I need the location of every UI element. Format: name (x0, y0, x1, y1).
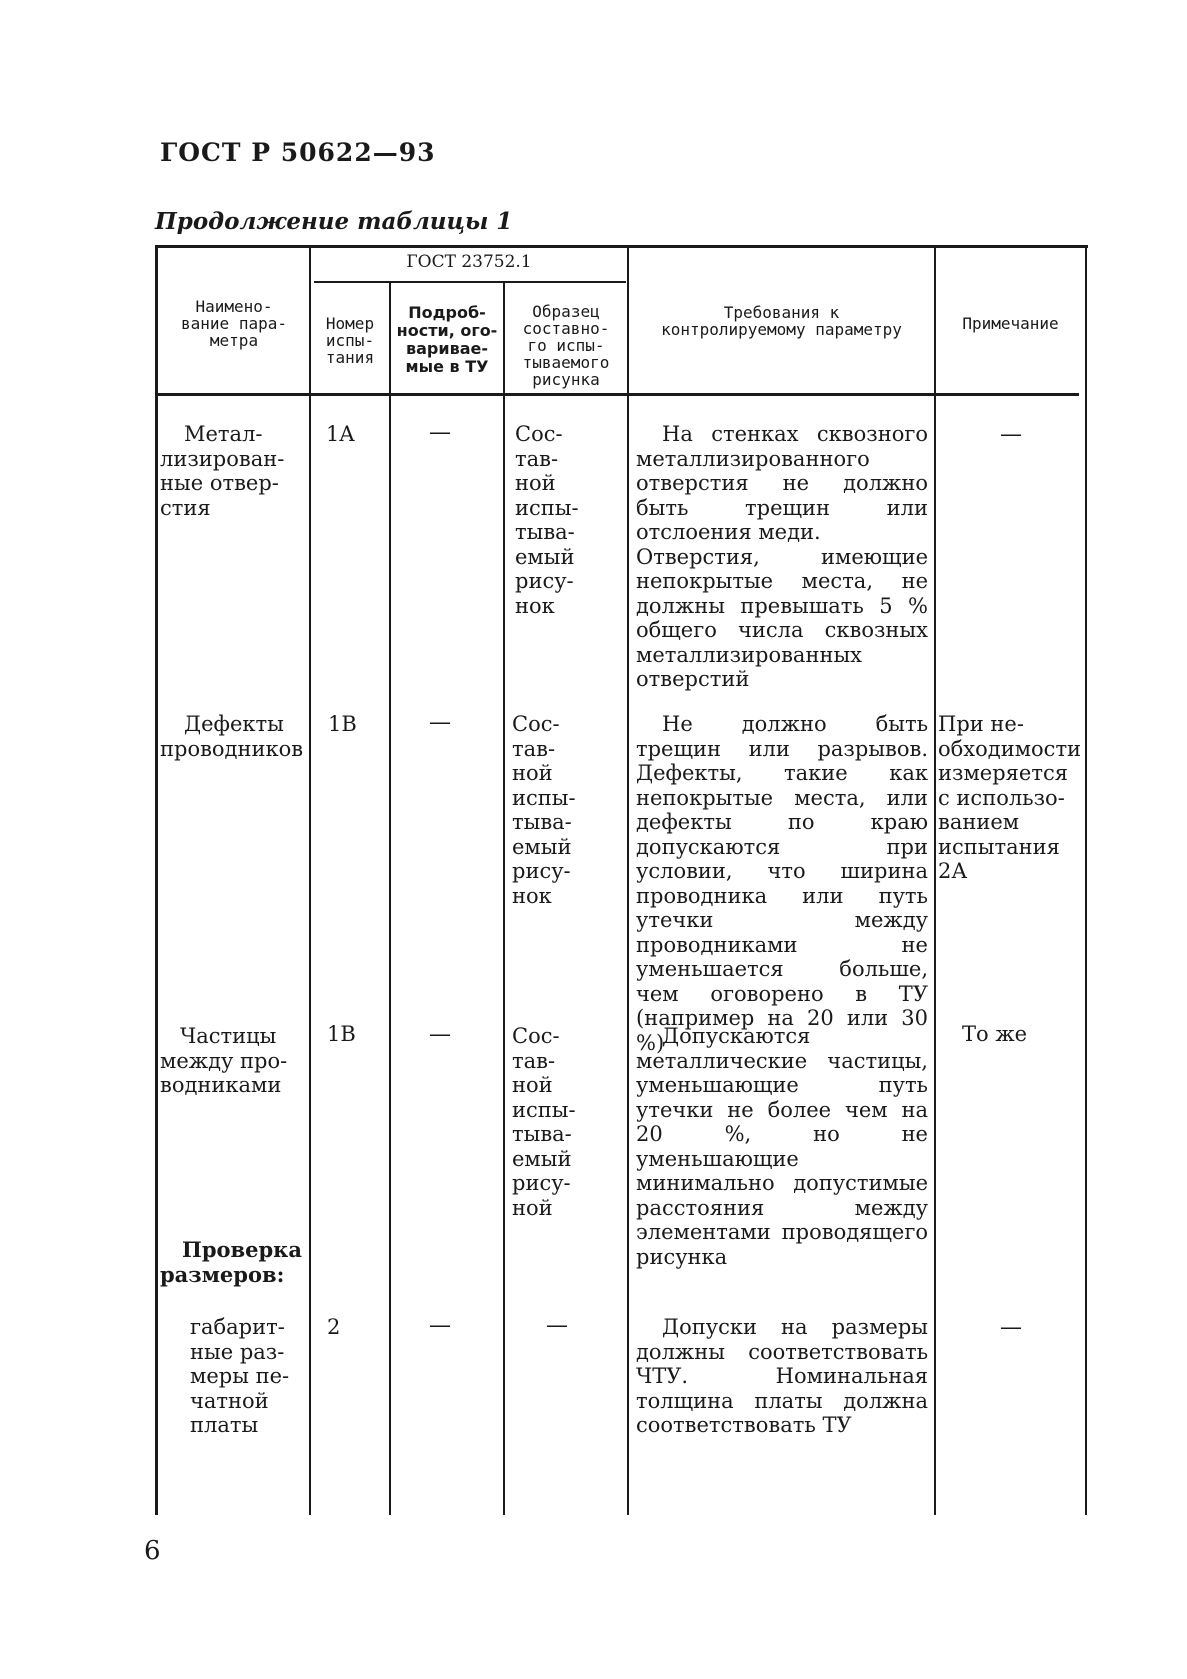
row1-note: — (1000, 422, 1022, 447)
row1-details: — (429, 420, 451, 445)
row2-test-number: 1B (328, 712, 357, 736)
page-number: 6 (144, 1536, 161, 1566)
header-gost-group: ГОСТ 23752.1 (406, 252, 532, 272)
row3-test-number: 1B (327, 1022, 356, 1046)
row1-requirements: На стенках сквозного металлизированного отверстия не должно быть трещин или отслоения меди. Отверстия, имеющие непокрытые места, не должны превышать 5 % общего числа сквозных металлизированных отверстий (636, 422, 928, 691)
row2-parameter: Дефекты проводников (160, 712, 304, 761)
row4-sample: — (546, 1313, 568, 1338)
row2-requirements: Не должно быть трещин или разрывов. Дефекты, такие как непокрытые места, или дефекты по краю допускаются при условии, что ширина проводника или путь утечки между проводниками не уменьшается больше, чем оговорено в ТУ (например на 20 или 30 %) (636, 712, 928, 1055)
table-continuation-caption: Продолжение таблицы 1 (155, 208, 513, 235)
row3-requirements: Допускаются металлические частицы, уменьшающие путь утечки не более чем на 20 %, но не уменьшающие минимально допустимые расстояния между элементами проводящего рисунка (636, 1024, 928, 1269)
column-divider-4 (627, 246, 629, 1515)
header-requirements: Требования к контролируемому параметру (661, 303, 902, 339)
column-divider-5 (934, 246, 936, 1515)
row2-details: — (429, 710, 451, 735)
header-parameter-name: Наимено- вание пара- метра (181, 297, 287, 350)
document-code: ГОСТ Р 50622—93 (160, 138, 436, 167)
row3-parameter: Частицы между про- водниками (160, 1024, 288, 1097)
section-heading: Проверка размеров: (160, 1237, 302, 1287)
row4-requirements: Допуски на размеры должны соответствовать ЧТУ. Номинальная толщина платы должна соответствовать ТУ (636, 1315, 928, 1437)
row2-note: При не- обходимости измеряется с использо- ванием испытания 2А (938, 712, 1082, 883)
header-details: Подроб- ности, ого- вариваe- мые в ТУ (396, 303, 498, 376)
header-sample: Образец составно- го испы- тываемого рисунка (522, 302, 610, 389)
table-right-border (1085, 246, 1087, 1515)
table-left-border (155, 245, 158, 1515)
table-top-border (155, 245, 1088, 248)
row1-parameter: Метал- лизирован- ные отвер- стия (160, 422, 285, 520)
row1-test-number: 1A (326, 422, 355, 446)
column-divider-3 (503, 283, 505, 1515)
group-header-divider (314, 281, 626, 283)
row1-sample: Сос- тав- ной испы- тыва- емый рису- нок (515, 422, 579, 618)
row3-sample: Сос- тав- ной испы- тыва- емый рису- ной (512, 1024, 576, 1220)
row2-sample: Сос- тав- ной испы- тыва- емый рису- нок (512, 712, 576, 908)
header-bottom-border (158, 393, 1079, 396)
column-divider-1 (309, 246, 311, 1515)
row4-test-number: 2 (327, 1315, 341, 1339)
row3-note: То же (962, 1022, 1028, 1046)
row4-parameter: габарит- ные раз- меры пе- чатной платы (190, 1315, 290, 1437)
header-test-number: Номер испы- тания (325, 314, 375, 367)
row3-details: — (429, 1022, 451, 1047)
column-divider-2 (389, 283, 391, 1515)
header-note: Примечание (962, 314, 1059, 333)
row4-note: — (1000, 1315, 1022, 1340)
row4-details: — (429, 1313, 451, 1338)
